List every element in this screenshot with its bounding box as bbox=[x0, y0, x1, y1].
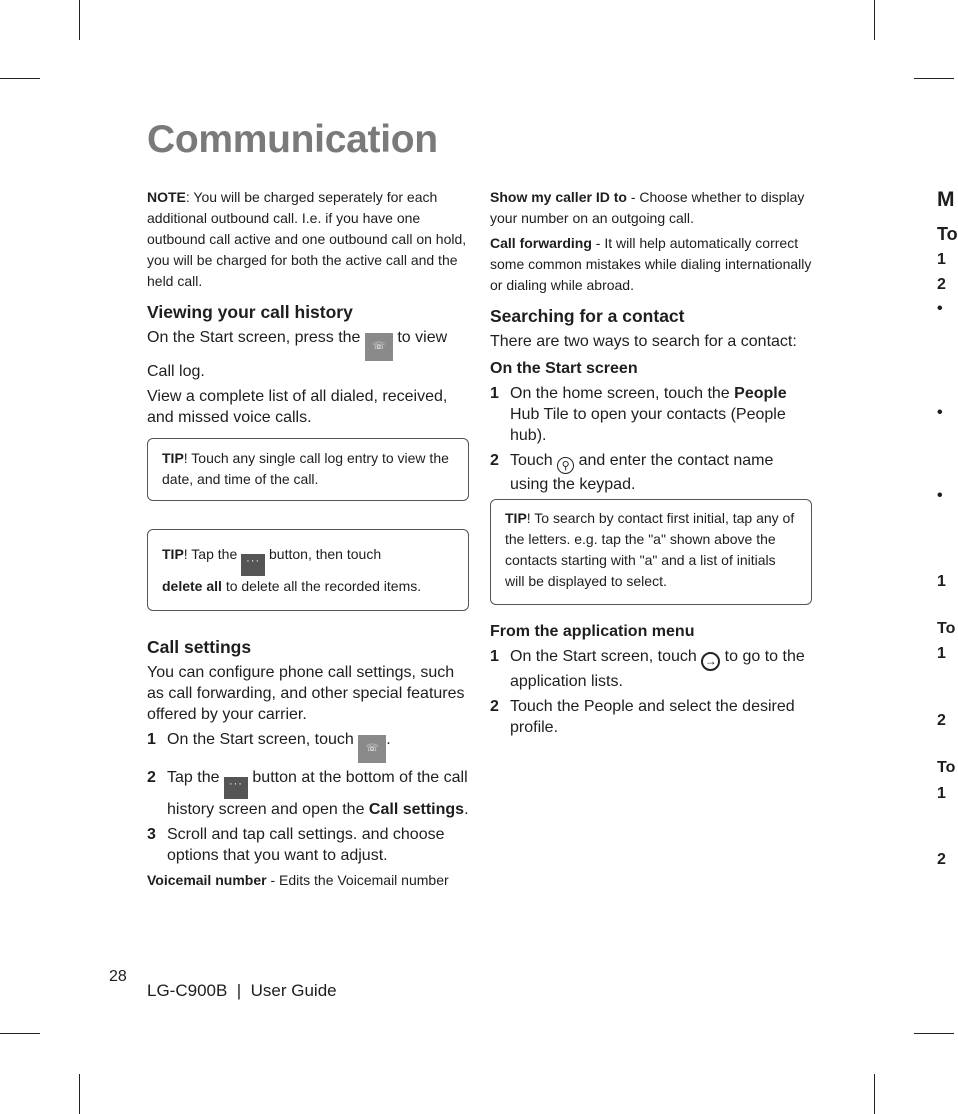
start-screen-steps bbox=[490, 383, 812, 495]
step-number: 1 bbox=[147, 731, 156, 748]
tip2-before: ! Tap the bbox=[183, 546, 238, 562]
crop-mark bbox=[79, 1074, 80, 1114]
crop-mark bbox=[874, 0, 875, 40]
tip-box-call-log bbox=[147, 438, 469, 501]
footer-guide: LG-C900B | User Guide bbox=[147, 981, 337, 1000]
crop-mark bbox=[79, 0, 80, 40]
step2-bold: Call settings bbox=[368, 801, 465, 818]
application-menu-steps bbox=[490, 646, 812, 738]
more-button-icon: ··· bbox=[241, 554, 265, 576]
voicemail-text: - Edits the Voicemail number bbox=[266, 872, 449, 888]
step-text: Touch the People and select the desired profile. bbox=[510, 698, 795, 736]
crop-mark bbox=[0, 1033, 40, 1034]
edge-char: To bbox=[937, 759, 956, 776]
tip-label: TIP bbox=[162, 450, 184, 466]
section-title-call-settings: Call settings bbox=[147, 637, 252, 657]
left-column bbox=[147, 187, 469, 891]
phone-tile-icon: ☏ bbox=[358, 735, 386, 763]
step-text bbox=[510, 646, 812, 692]
voicemail-paragraph bbox=[147, 870, 469, 891]
caller-id-text: - Choose whether to display your number on an outgoing call. bbox=[490, 189, 805, 226]
tip2-end: to delete all the recorded items. bbox=[225, 578, 422, 594]
caller-id-label: Show my caller ID to bbox=[490, 189, 627, 205]
section-title-search-contact: Searching for a contact bbox=[490, 306, 685, 326]
tip2-after: button, then touch bbox=[269, 546, 382, 562]
step-number: 2 bbox=[490, 698, 499, 715]
list-item bbox=[147, 729, 469, 763]
step-number: 1 bbox=[490, 385, 499, 402]
a1-before: On the Start screen, touch bbox=[510, 648, 697, 665]
edge-char: • bbox=[937, 404, 943, 421]
settings-intro: You can configure phone call settings, such as call forwarding, and other special features offered by your carrier. bbox=[147, 664, 465, 723]
arrow-right-circle-icon: → bbox=[701, 652, 720, 671]
subsection-application-menu: From the application menu bbox=[490, 623, 695, 640]
subsection-start-screen: On the Start screen bbox=[490, 360, 638, 377]
crop-mark bbox=[0, 78, 40, 79]
search-icon: ⚲ bbox=[557, 457, 574, 474]
list-item bbox=[147, 824, 469, 866]
tip-text: ! To search by contact first initial, tap any of the letters. e.g. tap the "a" shown above the contacts starting with "a" and a list of initials will be displayed to select. bbox=[505, 510, 795, 589]
step-number: 2 bbox=[147, 769, 156, 786]
step-text bbox=[510, 383, 812, 446]
tip-label: TIP bbox=[505, 510, 527, 526]
step-text bbox=[167, 729, 469, 763]
s1-before: On the home screen, touch the bbox=[510, 385, 730, 402]
step-number: 2 bbox=[490, 452, 499, 469]
edge-char: 2 bbox=[937, 712, 946, 729]
search-intro: There are two ways to search for a contact: bbox=[490, 333, 797, 350]
right-column bbox=[490, 187, 812, 742]
edge-char: 1 bbox=[937, 785, 946, 802]
s1-bold: People bbox=[734, 385, 787, 402]
call-forwarding-paragraph bbox=[490, 233, 812, 296]
crop-mark bbox=[914, 78, 954, 79]
edge-char: M bbox=[937, 188, 955, 211]
edge-char: • bbox=[937, 487, 943, 504]
s2-after: and enter the contact name using the keypad. bbox=[510, 452, 774, 493]
list-item bbox=[490, 646, 812, 692]
edge-char: To bbox=[937, 224, 958, 244]
tip-label: TIP bbox=[162, 546, 184, 562]
step2-before: Tap the bbox=[167, 769, 220, 786]
crop-mark bbox=[914, 1033, 954, 1034]
list-item bbox=[147, 767, 469, 820]
step-text bbox=[167, 767, 469, 820]
list-item bbox=[490, 696, 812, 738]
phone-tile-icon: ☏ bbox=[365, 333, 393, 361]
step-number: 1 bbox=[490, 648, 499, 665]
edge-char: 1 bbox=[937, 645, 946, 662]
note-text: : You will be charged seperately for each additional outbound call. I.e. if you have one outbound call active and one outbound call on hold, you will be charged for both the active call and the held call. bbox=[147, 189, 467, 289]
section-title-call-history: Viewing your call history bbox=[147, 302, 353, 322]
voicemail-label: Voicemail number bbox=[147, 872, 267, 888]
edge-char: 2 bbox=[937, 276, 946, 293]
history-paragraph-1 bbox=[147, 327, 469, 382]
list-item bbox=[490, 383, 812, 446]
tip-box-delete-all bbox=[147, 529, 469, 611]
step2-end: . bbox=[464, 801, 469, 818]
tip-text: ! Touch any single call log entry to view the date, and time of the call. bbox=[162, 450, 449, 487]
step-number: 3 bbox=[147, 826, 156, 843]
edge-char: 1 bbox=[937, 573, 946, 590]
note-paragraph bbox=[147, 187, 469, 292]
history-paragraph-2: View a complete list of all dialed, received, and missed voice calls. bbox=[147, 388, 448, 426]
note-label: NOTE bbox=[147, 189, 186, 205]
call-settings-steps bbox=[147, 729, 469, 866]
caller-id-paragraph bbox=[490, 187, 812, 229]
more-button-icon: ··· bbox=[224, 777, 248, 799]
a1-after: to go to the application lists. bbox=[510, 648, 805, 690]
s2-before: Touch bbox=[510, 452, 553, 469]
history-p1-after: to view Call log. bbox=[147, 329, 448, 380]
history-p1-before: On the Start screen, press the bbox=[147, 329, 361, 346]
page-title: Communication bbox=[147, 118, 438, 161]
page-number: 28 bbox=[109, 968, 127, 985]
step1-end: . bbox=[386, 731, 391, 748]
call-forwarding-label: Call forwarding bbox=[490, 235, 592, 251]
s1-after: Hub Tile to open your contacts (People hub). bbox=[510, 406, 786, 444]
crop-mark bbox=[874, 1074, 875, 1114]
edge-char: To bbox=[937, 620, 956, 637]
tip2-bold: delete all bbox=[162, 578, 222, 594]
step1-text: On the Start screen, touch bbox=[167, 731, 354, 748]
step2-after: button at the bottom of the call history screen and open the bbox=[167, 769, 468, 818]
edge-char: 2 bbox=[937, 851, 946, 868]
step-text: Scroll and tap call settings. and choose options that you want to adjust. bbox=[167, 826, 445, 864]
step-text bbox=[510, 450, 812, 495]
edge-char: 1 bbox=[937, 251, 946, 268]
list-item bbox=[490, 450, 812, 495]
tip-box-search bbox=[490, 499, 812, 605]
call-forwarding-text: - It will help automatically correct some common mistakes while dialing internationally or dialing while abroad. bbox=[490, 235, 812, 293]
edge-char: • bbox=[937, 300, 943, 317]
